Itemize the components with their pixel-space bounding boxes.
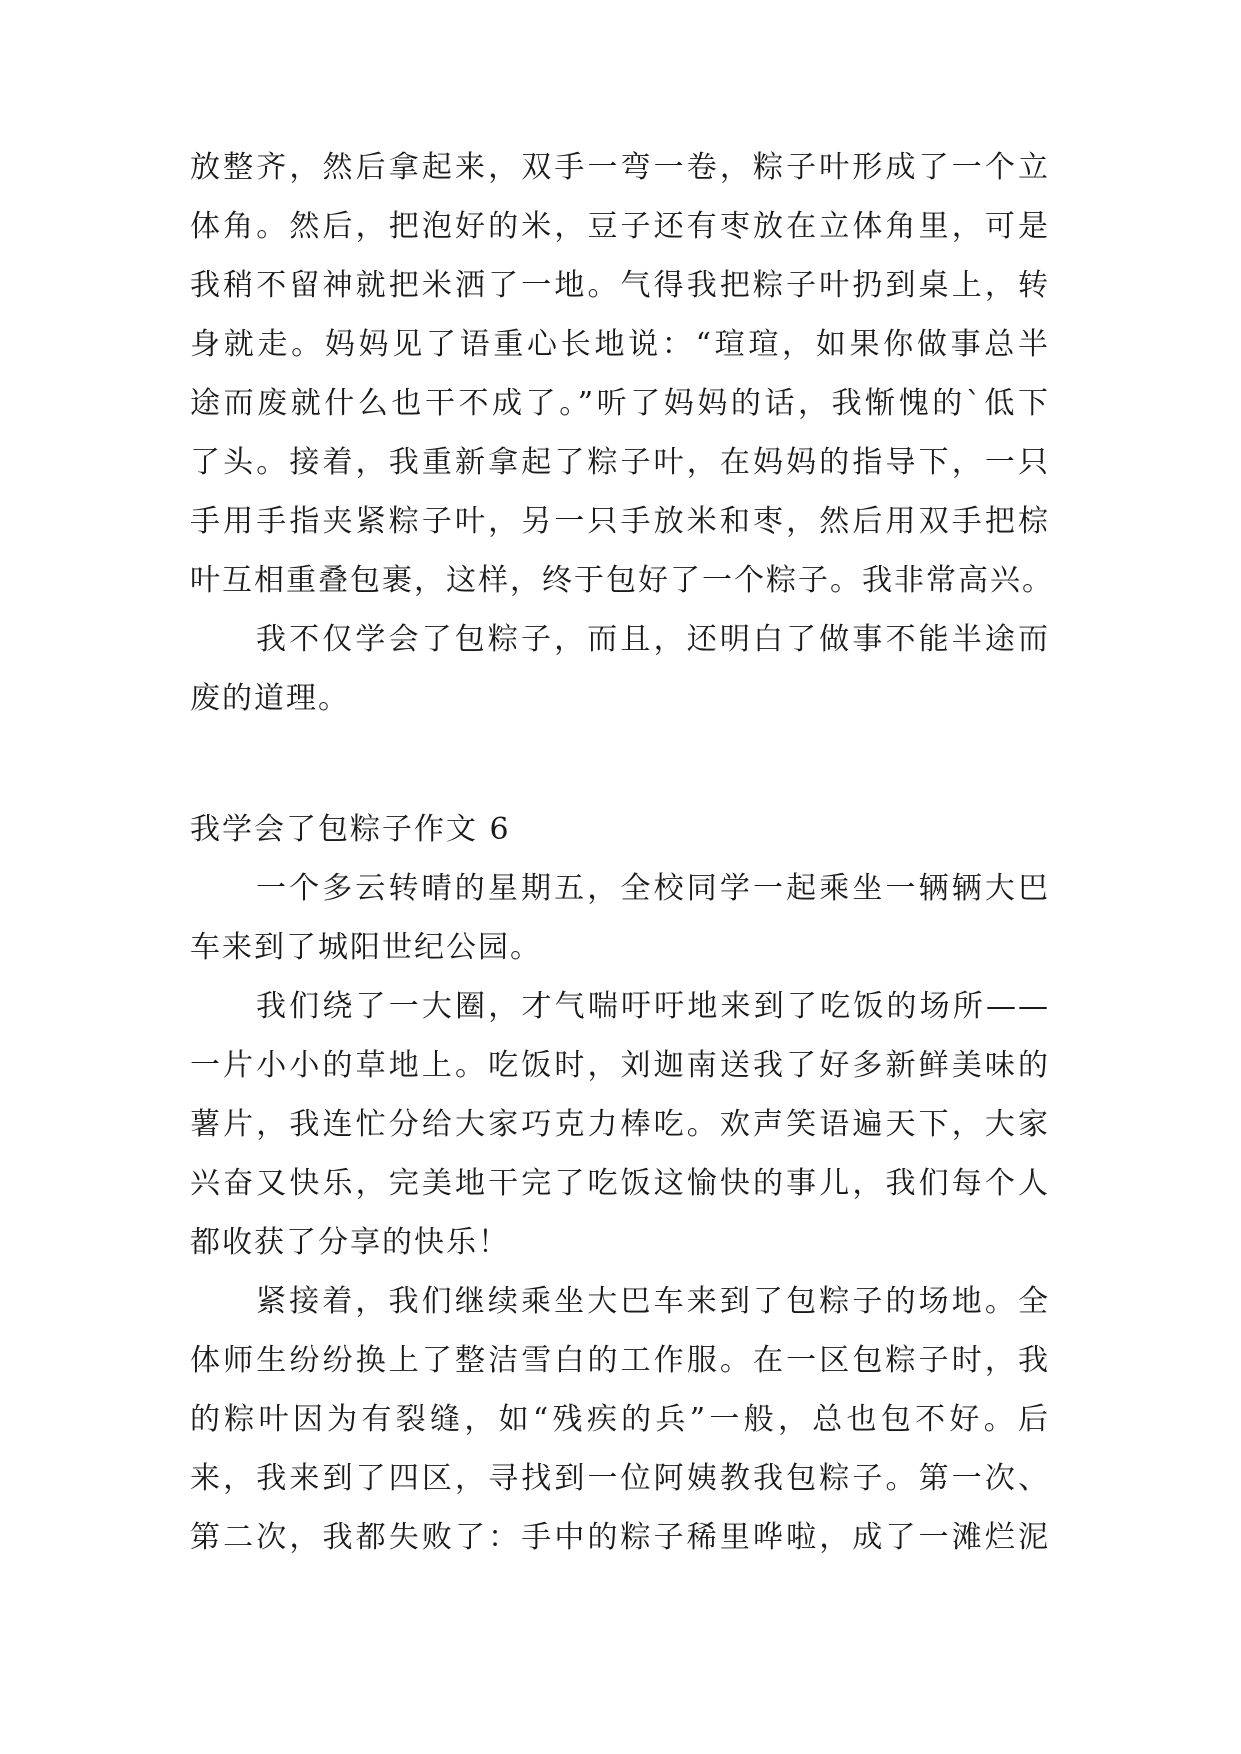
text-line: 废的道理。 bbox=[190, 681, 350, 716]
text-line: 了头。接着，我重新拿起了粽子叶，在妈妈的指导下，一只 bbox=[190, 445, 1050, 480]
essay-paragraph-2 bbox=[190, 977, 1050, 1272]
paragraph-conclusion bbox=[190, 610, 1050, 728]
text-line: 体角。然后，把泡好的米，豆子还有枣放在立体角里，可是 bbox=[190, 209, 1050, 244]
text-line: 兴奋又快乐，完美地干完了吃饭这愉快的事儿，我们每个人 bbox=[190, 1166, 1050, 1201]
text-line: 都收获了分享的快乐！ bbox=[190, 1225, 510, 1260]
text-line: 车来到了城阳世纪公园。 bbox=[190, 930, 542, 965]
text-line: 途而废就什么也干不成了。”听了妈妈的话，我惭愧的`低下 bbox=[190, 386, 1050, 421]
text-line: 一片小小的草地上。吃饭时，刘迦南送我了好多新鲜美味的 bbox=[190, 1048, 1050, 1083]
text-line: 我不仅学会了包粽子，而且，还明白了做事不能半途而 bbox=[256, 622, 1050, 657]
essay-paragraph-3 bbox=[190, 1272, 1050, 1567]
text-line: 我们绕了一大圈，才气喘吁吁地来到了吃饭的场所—— bbox=[256, 989, 1050, 1024]
text-line: 叶互相重叠包裹，这样，终于包好了一个粽子。我非常高兴。 bbox=[190, 563, 1054, 598]
text-line: 放整齐，然后拿起来，双手一弯一卷，粽子叶形成了一个立 bbox=[190, 150, 1050, 185]
text-line: 一个多云转晴的星期五，全校同学一起乘坐一辆辆大巴 bbox=[256, 871, 1050, 906]
essay-paragraph-1 bbox=[190, 859, 1050, 977]
essay-title: 我学会了包粽子作文 6 bbox=[190, 812, 511, 847]
text-line: 我稍不留神就把米洒了一地。气得我把粽子叶扔到桌上，转 bbox=[190, 268, 1050, 303]
text-line: 手用手指夹紧粽子叶，另一只手放米和枣，然后用双手把棕 bbox=[190, 504, 1050, 539]
text-line: 体师生纷纷换上了整洁雪白的工作服。在一区包粽子时，我 bbox=[190, 1343, 1050, 1378]
text-line: 身就走。妈妈见了语重心长地说：“瑄瑄，如果你做事总半 bbox=[190, 327, 1050, 362]
text-line: 第二次，我都失败了：手中的粽子稀里哗啦，成了一滩烂泥 bbox=[190, 1520, 1050, 1555]
text-line: 来，我来到了四区，寻找到一位阿姨教我包粽子。第一次、 bbox=[190, 1461, 1050, 1496]
paragraph-continued bbox=[190, 138, 1054, 610]
text-line: 紧接着，我们继续乘坐大巴车来到了包粽子的场地。全 bbox=[256, 1284, 1050, 1319]
text-line: 的粽叶因为有裂缝，如“残疾的兵”一般，总也包不好。后 bbox=[190, 1402, 1050, 1437]
text-line: 薯片，我连忙分给大家巧克力棒吃。欢声笑语遍天下，大家 bbox=[190, 1107, 1050, 1142]
